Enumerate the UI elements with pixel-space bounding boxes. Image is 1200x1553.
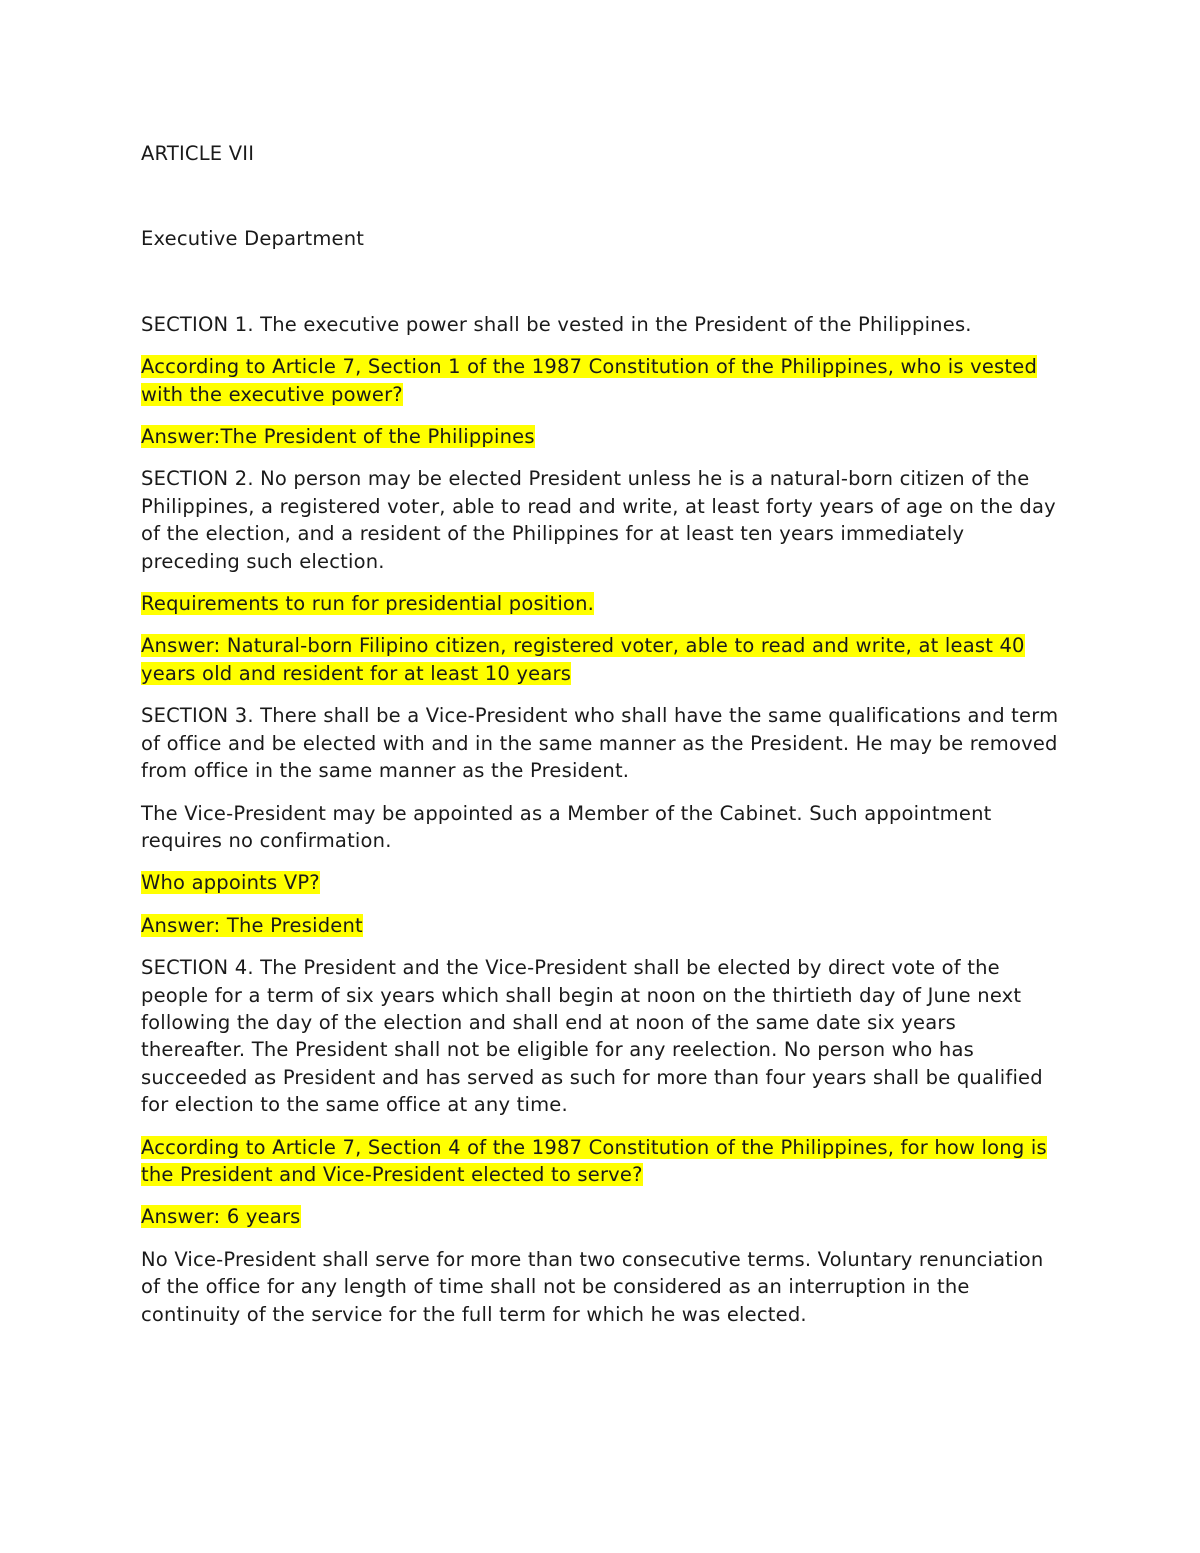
section-4-continued: No Vice-President shall serve for more than two consecutive terms. Voluntary renunciation of the office for any length of time shall not be considered as an interruption in the continuity of the service for the full term for which he was elected.: [141, 1247, 1044, 1326]
department-title: Executive Department: [141, 227, 365, 251]
section-4-text: SECTION 4. The President and the Vice-President shall be elected by direct vote of the people for a term of six years which shall begin at noon on the thirtieth day of June next following the day of the election and shall end at noon of the same date six years thereafter. The President shall not be eligible for any reelection. No person who has succeeded as President and has served as such for more than four years shall be qualified for election to the same office at any time.: [141, 956, 1043, 1117]
question-1: According to Article 7, Section 1 of the 1987 Constitution of the Philippines, who is vested with the executive power?: [141, 355, 1038, 406]
answer-2: Answer: Natural-born Filipino citizen, registered voter, able to read and write, at least 40 years old and resident for at least 10 years: [141, 634, 1025, 685]
answer-1: Answer:The President of the Philippines: [141, 425, 535, 449]
section-2-text: SECTION 2. No person may be elected President unless he is a natural-born citizen of the Philippines, a registered voter, able to read and write, at least forty years of age on the day of the election, and a resident of the Philippines for at least ten years immediately preceding such election.: [141, 467, 1056, 573]
section-3-continued: The Vice-President may be appointed as a Member of the Cabinet. Such appointment requires no confirmation.: [141, 801, 992, 852]
document-page: [141, 140, 1061, 1343]
question-3: Who appoints VP?: [141, 871, 320, 895]
section-3-text: SECTION 3. There shall be a Vice-President who shall have the same qualifications and term of office and be elected with and in the same manner as the President. He may be removed from office in the same manner as the President.: [141, 704, 1059, 783]
answer-4: Answer: 6 years: [141, 1205, 301, 1229]
question-2: Requirements to run for presidential position.: [141, 592, 595, 616]
section-1-text: SECTION 1. The executive power shall be vested in the President of the Philippines.: [141, 312, 972, 336]
answer-3: Answer: The President: [141, 913, 363, 937]
article-title: ARTICLE VII: [141, 142, 255, 165]
question-4: According to Article 7, Section 4 of the 1987 Constitution of the Philippines, for how long is the President and Vice-President elected to serve?: [141, 1135, 1047, 1186]
